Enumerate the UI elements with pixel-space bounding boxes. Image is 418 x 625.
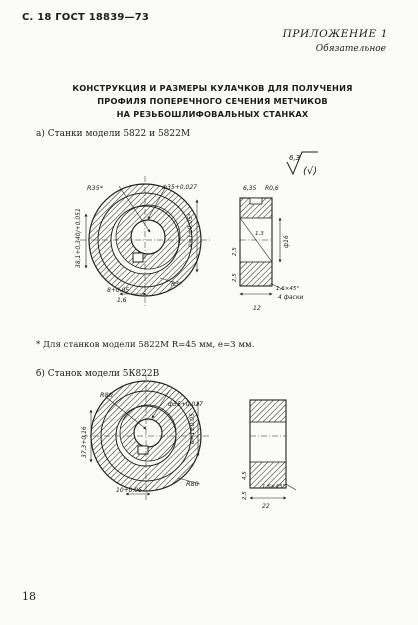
label-w-a: 12: [253, 305, 261, 312]
label-r80-top: R80: [100, 391, 113, 399]
label-h2-a: 2,5: [232, 247, 238, 256]
label-ecc-b: e=1±0,05: [189, 413, 196, 444]
label-fask-b: 1,6×45°: [262, 484, 286, 490]
label-h-b: 4,5: [242, 471, 248, 480]
cam-a-side-view: [240, 198, 284, 294]
label-keyw-a: 8+0,05: [107, 287, 130, 294]
label-r80-bottom: R80: [186, 480, 199, 488]
label-outer-a: 38,1+0,340/+0,051: [75, 208, 82, 268]
roughness-symbol: [287, 152, 318, 177]
label-r35: R35*: [87, 184, 104, 192]
label-fi16: ф16: [283, 235, 290, 248]
page-number: 18: [22, 590, 36, 603]
label-w-b: 22: [262, 503, 270, 510]
appendix-status: Обязательное: [315, 44, 386, 54]
label-outer-b: 37,3+0,16: [81, 426, 88, 458]
appendix-label: ПРИЛОЖЕНИЕ 1: [282, 28, 388, 40]
label-fask-a: 4 фаски: [278, 294, 304, 301]
label-keyw-b: 10+0,05: [116, 487, 143, 494]
title-line: НА РЕЗЬБОШЛИФОВАЛЬНЫХ СТАНКАХ: [116, 109, 309, 119]
standard-header: С. 18 ГОСТ 18839—73: [22, 12, 150, 23]
label-h25-a: 2,5: [232, 273, 238, 282]
label-ecc-a: e=1±0,05*: [187, 213, 194, 247]
title-line: ПРОФИЛЯ ПОПЕРЕЧНОГО СЕЧЕНИЯ МЕТЧИКОВ: [97, 96, 328, 106]
footnote: * Для станков модели 5822М R=45 мм, е=3 мм.: [36, 340, 255, 350]
section-a-heading: а) Станки модели 5822 и 5822М: [36, 129, 191, 139]
label-r3: R3*: [171, 281, 182, 288]
section-b-heading: б) Станок модели 5К822В: [36, 369, 160, 379]
label-bore-a: ф35+0,027: [162, 184, 197, 191]
roughness-rest: (√): [303, 166, 318, 177]
label-h25-b: 2,5: [242, 491, 248, 500]
label-r06: R0,6: [265, 185, 279, 192]
label-bore-b: ф35+0,027: [168, 401, 203, 408]
label-keyh-a: 1,6: [117, 297, 127, 304]
label-chamfer-w: 6,35: [243, 185, 257, 192]
roughness-value: 6,3: [289, 154, 301, 162]
label-fask-ang-a: 1,6×45°: [276, 286, 300, 292]
title-line: КОНСТРУКЦИЯ И РАЗМЕРЫ КУЛАЧКОВ ДЛЯ ПОЛУЧЕНИЯ: [72, 83, 353, 93]
label-h3-a: 1,3: [255, 231, 264, 237]
